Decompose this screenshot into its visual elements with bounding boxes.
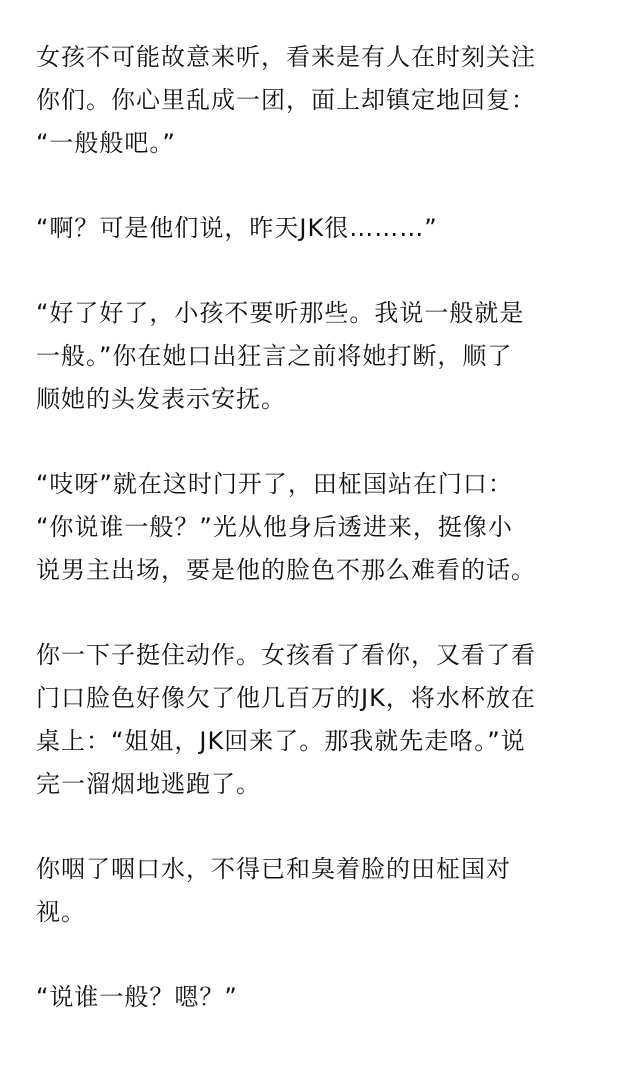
paragraph-7: “说谁一般？嗯？” [36,983,238,1011]
paragraph-2: “啊？可是他们说，昨天JK很………” [36,214,438,242]
paragraph-4: “吱呀”就在这时门开了，田柾国站在门口： “你说谁一般？”光从他身后透进来，挺像小 说男主出场，要是他的脸色不那么难看的话。 [36,470,536,584]
paragraph-1: 女孩不可能故意来听，看来是有人在时刻关注 你们。你心里乱成一团，面上却镇定地回复： “一般般吧。” [36,43,536,157]
paragraph-5: 你一下子挺住动作。女孩看了看你，又看了看 门口脸色好像欠了他几百万的JK，将水杯放在 桌上：“姐姐，JK回来了。那我就先走咯。”说 完一溜烟地逃跑了。 [36,641,536,798]
paragraph-6: 你咽了咽口水，不得已和臭着脸的田柾国对 视。 [36,855,511,926]
paragraph-3: “好了好了，小孩不要听那些。我说一般就是 一般。”你在她口出狂言之前将她打断，顺了 顺她的头发表示安抚。 [36,299,525,413]
